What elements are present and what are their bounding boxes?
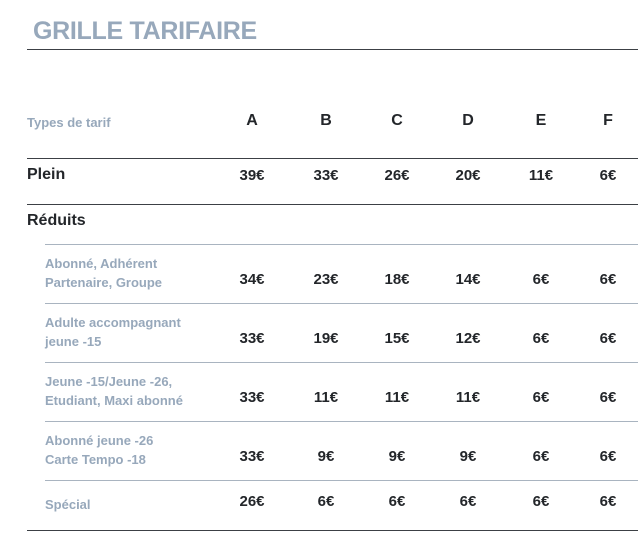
page-title: GRILLE TARIFAIRE bbox=[33, 17, 257, 45]
price-cell: 9€ bbox=[317, 448, 335, 465]
price-cell: 33€ bbox=[313, 167, 339, 184]
row-divider bbox=[45, 421, 638, 422]
price-cell: 6€ bbox=[599, 448, 617, 465]
row-divider bbox=[45, 244, 638, 245]
column-header-a: A bbox=[246, 112, 258, 129]
price-cell: 23€ bbox=[313, 271, 339, 288]
row-label-line2: Etudiant, Maxi abonné bbox=[45, 393, 183, 408]
row-label-line1: Jeune -15/Jeune -26, bbox=[45, 374, 173, 389]
price-cell: 39€ bbox=[239, 167, 265, 184]
header-divider bbox=[27, 158, 638, 159]
price-cell: 15€ bbox=[384, 330, 410, 347]
row-divider bbox=[45, 362, 638, 363]
price-cell: 34€ bbox=[239, 271, 265, 288]
price-cell: 33€ bbox=[239, 389, 265, 406]
price-cell: 33€ bbox=[239, 330, 265, 347]
price-cell: 6€ bbox=[599, 271, 617, 288]
price-cell: 6€ bbox=[599, 330, 617, 347]
price-cell: 6€ bbox=[599, 167, 617, 184]
price-cell: 12€ bbox=[455, 330, 481, 347]
price-cell: 11€ bbox=[384, 389, 410, 406]
price-cell: 6€ bbox=[388, 493, 406, 510]
row-label-line1: Abonné jeune -26 bbox=[45, 433, 154, 448]
column-header-e: E bbox=[535, 112, 547, 129]
price-cell: 6€ bbox=[459, 493, 477, 510]
price-cell: 11€ bbox=[528, 167, 554, 184]
price-cell: 11€ bbox=[455, 389, 481, 406]
column-header-d: D bbox=[462, 112, 474, 129]
price-cell: 9€ bbox=[388, 448, 406, 465]
price-cell: 6€ bbox=[599, 493, 617, 510]
row-label-line2: Partenaire, Groupe bbox=[45, 275, 163, 290]
section-label-reduits: Réduits bbox=[27, 212, 86, 229]
price-cell: 6€ bbox=[532, 448, 550, 465]
price-cell: 6€ bbox=[532, 389, 550, 406]
price-cell: 6€ bbox=[532, 493, 550, 510]
price-cell: 33€ bbox=[239, 448, 265, 465]
price-cell: 26€ bbox=[239, 493, 265, 510]
row-label-line2: jeune -15 bbox=[45, 334, 102, 349]
row-label-line1: Abonné, Adhérent bbox=[45, 256, 158, 271]
column-header-c: C bbox=[391, 112, 403, 129]
row-label-line2: Carte Tempo -18 bbox=[45, 452, 146, 467]
row-divider bbox=[45, 303, 638, 304]
column-header-b: B bbox=[320, 112, 332, 129]
column-header-f: F bbox=[603, 112, 613, 129]
price-cell: 26€ bbox=[384, 167, 410, 184]
row-divider bbox=[27, 204, 638, 205]
row-divider bbox=[45, 480, 638, 481]
price-cell: 6€ bbox=[317, 493, 335, 510]
header-label: Types de tarif bbox=[27, 115, 111, 130]
title-divider bbox=[27, 49, 638, 50]
price-cell: 9€ bbox=[459, 448, 477, 465]
table-bottom-divider bbox=[27, 530, 638, 531]
price-cell: 19€ bbox=[313, 330, 339, 347]
price-cell: 6€ bbox=[532, 330, 550, 347]
price-cell: 11€ bbox=[313, 389, 339, 406]
price-cell: 14€ bbox=[455, 271, 481, 288]
row-label-line1: Adulte accompagnant bbox=[45, 315, 181, 330]
row-label-plein: Plein bbox=[27, 166, 66, 183]
price-cell: 6€ bbox=[532, 271, 550, 288]
price-cell: 6€ bbox=[599, 389, 617, 406]
price-cell: 20€ bbox=[455, 167, 481, 184]
row-label-line1: Spécial bbox=[45, 497, 91, 512]
price-cell: 18€ bbox=[384, 271, 410, 288]
